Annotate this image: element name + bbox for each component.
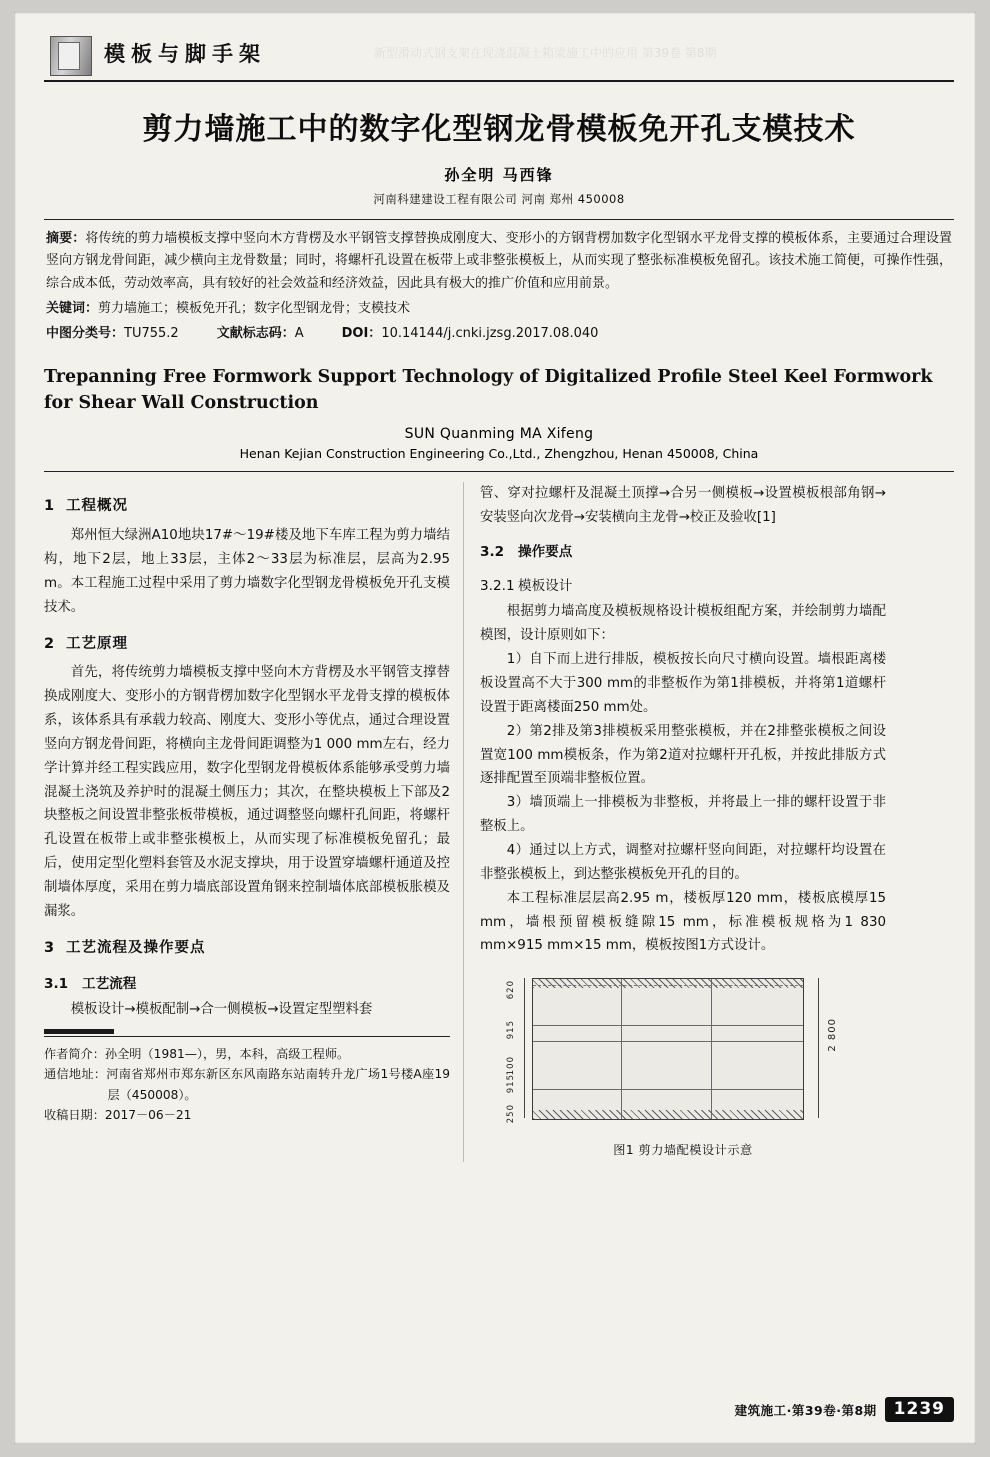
paragraph-2-1: 首先，将传统剪力墙模板支撑中竖向木方背楞及水平钢管支撑替换成刚度大、变形小的方钢背楞加数字化型钢水平龙骨支撑的模板体系，该体系具有承载力较高、刚度大、变形小等优点，通过合理设置竖向方钢龙骨间距，将横向主龙骨间距调整为1 000 mm左右，经力学计算并经工程实践应用，数字化型钢龙骨模板体系能够承受剪力墙混凝土浇筑及养护时的混凝土侧压力；其次，在整块模板上下部及2块整板之间设置非整张板带模板，通过调整竖向螺杆孔间距，将螺杆孔设置在板带上或非整张模板上，从而实现了标准模板免留孔；最后，使用定型化塑料套管及水泥支撑块，用于设置穿墙螺杆通道及控制墙体厚度，采用在剪力墙底部设置角钢来控制墙体底部模板胀模及漏浆。 [44,665,450,919]
divider-body [44,471,954,472]
page-footer [735,1397,954,1422]
heading-section-1 [44,494,450,520]
heading-3-number: 3 [44,939,56,956]
right-column [480,482,886,1162]
heading-3-2-1-text: 模板设计 [518,578,573,595]
shear-wall-formwork-diagram [532,978,804,1120]
abstract-block [44,228,954,346]
received-date: 收稿日期：2017－06－21 [44,1108,192,1123]
heading-3-2-text: 操作要点 [518,544,573,561]
abstract-label: 摘要： [46,231,86,246]
page-header [44,34,954,82]
paragraph-3-2-1-5: 4）通过以上方式，调整对拉螺杆竖向间距，对拉螺杆均设置在非整张模板上，到达整张模板免开孔的目的。 [480,842,886,882]
divider-top [44,219,954,220]
authors-cn: 孙全明 马西锋 [444,166,554,184]
paragraph-flow-continued: 管、穿对拉螺杆及混凝土顶撑→合另一侧模板→设置模板根部角钢→安装竖向次龙骨→安装横向主龙骨→校正及验收[1] [480,486,886,526]
figure-drawing-area [480,972,880,1132]
keywords-label: 关键词： [46,301,99,317]
paragraph-3-2-1-3: 2）第2排及第3排模板采用整张模板，并在2排整张模板之间设置宽100 mm模板条，作为第2道对拉螺杆开孔板，并按此排版方式逐排配置至顶端非整板位置。 [480,723,886,787]
dim-100: 100 [506,1056,516,1076]
page-number: 1239 [885,1397,954,1422]
page-title-en: Trepanning Free Formwork Support Technology of Digitalized Profile Steel Keel Formwork for Shear Wall Construction [44,366,933,414]
dim-250: 250 [506,1104,516,1124]
book-stack-icon [50,36,92,76]
body-columns [44,482,954,1162]
figure-1 [480,972,886,1162]
doc-code-value: A [294,326,304,342]
left-column [44,482,450,1162]
heading-section-2 [44,632,450,658]
meta-line [46,323,952,345]
abstract-paragraph [46,228,952,295]
journal-page [14,12,976,1444]
heading-1-number: 1 [44,498,56,515]
paragraph-3-2-1-6: 本工程标准层层高2.95 m，楼板厚120 mm，楼板底模厚15 mm，墙根预留模板缝隙15 mm，标准模板规格为1 830 mm×915 mm×15 mm，模板按图1方式设计。 [480,890,886,954]
clc-value: TU755.2 [124,326,179,342]
heading-3-2-number: 3.2 [480,544,505,561]
dimension-axis-right [818,978,819,1118]
author-note-box [44,1036,450,1126]
heading-3-1-number: 3.1 [44,975,69,992]
figure-caption: 图1 剪力墙配模设计示意 [613,1143,753,1158]
heading-2-text: 工艺原理 [66,635,128,652]
heading-section-3 [44,936,450,962]
dim-total-2800: 2 800 [827,1018,838,1052]
heading-3-1-text: 工艺流程 [82,975,137,992]
paragraph-1-1: 郑州恒大绿洲A10地块17#～19#楼及地下车库工程为剪力墙结构，地下2层，地上33层，主体2～33层为标准层，层高为2.95 m。本工程施工过程中采用了剪力墙数字化型钢龙骨模板免开孔支模技术。 [44,528,450,615]
heading-section-3-2-1 [480,574,886,598]
column-divider [463,482,464,1162]
keywords-line [46,298,952,320]
doc-code-segment [217,323,304,345]
journal-info: 建筑施工·第39卷·第8期 [734,1402,877,1418]
heading-section-3-1 [44,972,450,996]
abstract-text: 将传统的剪力墙模板支撑中竖向木方背楞及水平钢管支撑替换成刚度大、变形小的方钢背楞加数字化型钢水平龙骨支撑的模板体系，主要通过合理设置竖向方钢龙骨间距，减少横向主龙骨数量；同时，将螺杆孔设置在板带上或非整张模板上，从而实现了整张标准模板免留孔。该技术施工简便，可操作性强，综合成本低，劳动效率高，具有较好的社会效益和经济效益，因此具有极大的推广价值和应用前景。 [46,231,952,291]
heading-section-3-2 [480,540,886,564]
author-address: 通信地址：河南省郑州市郑东新区东风南路东站南转升龙广场1号楼A座19层（450008）。 [44,1067,450,1102]
heading-3-2-1-number: 3.2.1 [480,578,515,595]
authors-en: SUN Quanming MA Xifeng [404,426,594,443]
paragraph-3-2-1-4: 3）墙顶端上一排模板为非整板，并将最上一排的螺杆设置于非整板上。 [480,795,886,835]
header-bleed-through: 新型滑动式钢支架在现浇混凝土箱梁施工中的应用 第39卷 第8期 [374,46,717,60]
heading-1-text: 工程概况 [66,498,128,515]
heading-2-number: 2 [44,635,56,652]
dim-915-lower: 915 [506,1074,516,1094]
paragraph-3-2-1-2: 1）自下而上进行排版，模板按长向尺寸横向设置。墙根距离楼板设置高不大于300 mm的非整板作为第1排模板，并将第1道螺杆设置于距离楼面250 mm处。 [480,652,886,715]
page-title: 剪力墙施工中的数字化型钢龙骨模板免开孔支模技术 [142,112,856,147]
doi-label: DOI： [341,326,382,342]
paragraph-3-2-1-1: 根据剪力墙高度及模板规格设计模板组配方案，并绘制剪力墙配模图，设计原则如下： [480,604,886,644]
affiliation-cn: 河南科建建设工程有限公司 河南 郑州 450008 [373,192,625,206]
affiliation-en: Henan Kejian Construction Engineering Co.,Ltd., Zhengzhou, Henan 450008, China [239,446,759,462]
page-content [44,34,954,1426]
section-title: 模板与脚手架 [104,42,266,66]
doc-code-label: 文献标志码： [216,326,295,342]
doi-value: 10.14144/j.cnki.jzsg.2017.08.040 [381,326,599,342]
doi-segment [342,323,599,345]
dim-915-upper: 915 [506,1020,516,1040]
paragraph-3-1-1: 模板设计→模板配制→合一侧模板→设置定型塑料套 [70,1001,373,1017]
heading-3-text: 工艺流程及操作要点 [66,939,206,956]
keywords-text: 剪力墙施工；模板免开孔；数字化型钢龙骨；支模技术 [98,301,411,317]
clc-label: 中图分类号： [46,326,125,342]
clc-segment [46,323,179,345]
dim-620: 620 [506,980,516,1000]
dimension-axis-left [524,978,525,1118]
author-bio: 作者简介：孙全明（1981—），男，本科，高级工程师。 [44,1046,350,1061]
